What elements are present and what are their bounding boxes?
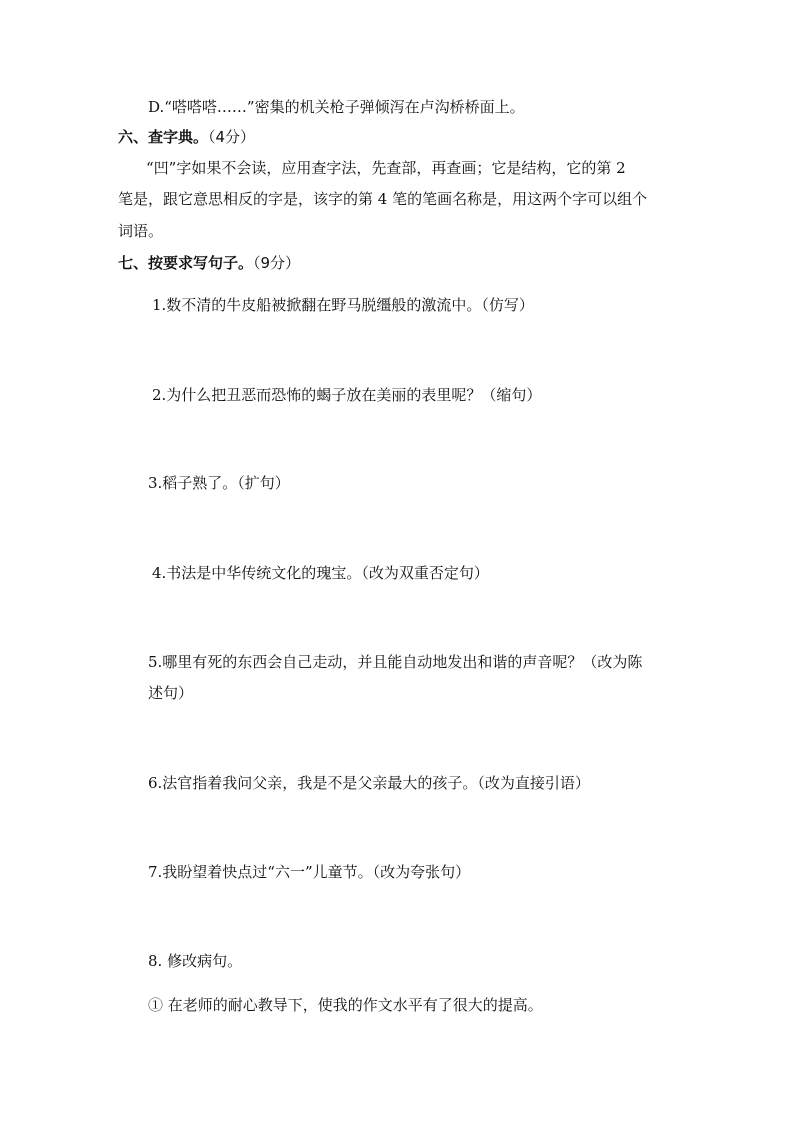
option-d: D.“嗒嗒嗒……”密集的机关枪子弹倾泻在卢沟桥桥面上。 xyxy=(148,98,525,116)
section-6-score: （4分） xyxy=(208,128,256,146)
section-6-line-2: 笔是，跟它意思相反的字是，该字的第 4 笔的笔画名称是，用这两个字可以组个 xyxy=(118,190,648,208)
section-6-title: 六、查字典。 xyxy=(118,128,209,146)
question-8-item-1: ① 在老师的耐心教导下，使我的作文水平有了很大的提高。 xyxy=(148,996,543,1014)
question-3: 3.稻子熟了。（扩句） xyxy=(148,474,290,492)
section-7-title: 七、按要求写句子。 xyxy=(118,254,254,272)
section-6-line-1: “凹”字如果不会读，应用查字法，先查部，再查画；它是结构，它的第 2 xyxy=(146,159,626,177)
question-4: 4.书法是中华传统文化的瑰宝。（改为双重否定句） xyxy=(152,564,489,582)
section-7-heading xyxy=(118,252,300,274)
question-8: 8. 修改病句。 xyxy=(148,952,243,970)
section-6-heading xyxy=(118,126,255,148)
section-6-line-3: 词语。 xyxy=(118,222,164,240)
question-1: 1.数不清的牛皮船被掀翻在野马脱缰般的激流中。（仿写） xyxy=(152,296,534,314)
question-7: 7.我盼望着快点过“六一”儿童节。（改为夸张句） xyxy=(148,863,471,881)
question-5-line-2: 述句） xyxy=(148,684,194,702)
question-2: 2.为什么把丑恶而恐怖的蝎子放在美丽的表里呢？（缩句） xyxy=(152,386,542,404)
question-6: 6.法官指着我问父亲，我是不是父亲最大的孩子。（改为直接引语） xyxy=(148,774,590,792)
section-7-score: （9分） xyxy=(253,254,301,272)
question-5-line-1: 5.哪里有死的东西会自己走动，并且能自动地发出和谐的声音呢？（改为陈 xyxy=(148,653,643,671)
